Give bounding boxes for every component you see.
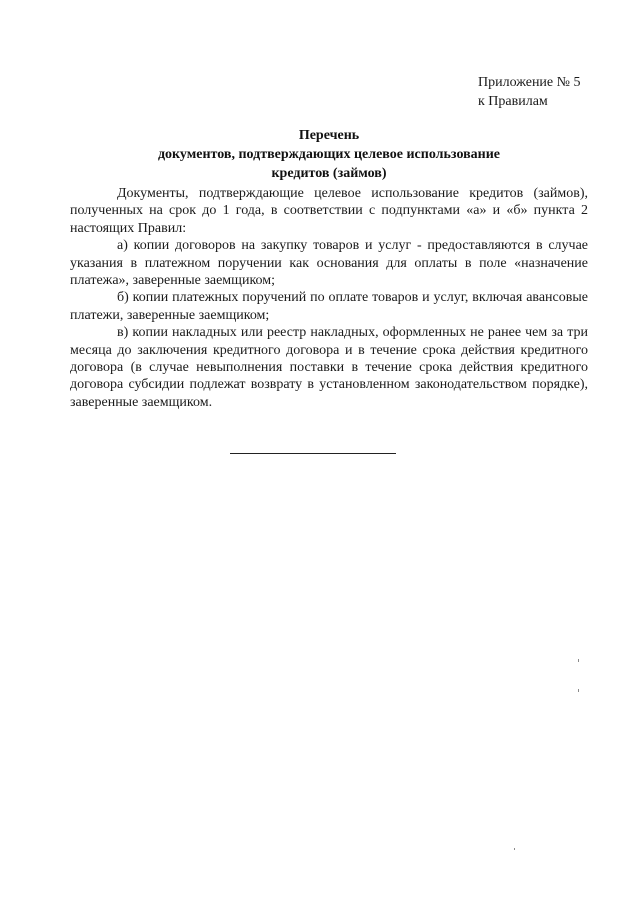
item-b-paragraph: б) копии платежных поручений по оплате товаров и услуг, включая авансовые платежи, заверенные заемщиком;	[70, 290, 588, 323]
intro-paragraph: Документы, подтверждающие целевое использование кредитов (займов), полученных на срок до 1 года, в соответствии с подпунктами «а» и «б» пункта 2 настоящих Правил:	[70, 186, 588, 236]
item-v-paragraph: в) копии накладных или реестр накладных, оформленных не ранее чем за три месяца до заключения кредитного договора и в течение срока действия кредитного договора (в случае невыполнения поставки в течение срока действия кредитного договора субсидии подлежат возврату в установленном законодательством порядке), заверенные заемщиком.	[70, 325, 588, 410]
appendix-rules-ref: к Правилам	[478, 94, 548, 109]
appendix-number: Приложение № 5	[478, 75, 581, 90]
scan-speck	[578, 689, 579, 692]
title-line-3: кредитов (займов)	[271, 166, 387, 181]
document-body	[70, 185, 588, 411]
scan-speck	[514, 848, 515, 850]
document-title	[70, 126, 588, 183]
appendix-reference	[478, 73, 581, 111]
scan-speck	[578, 659, 579, 662]
title-line-2: документов, подтверждающих целевое использование	[157, 147, 501, 162]
item-a-paragraph: а) копии договоров на закупку товаров и услуг - предоставляются в случае указания в платежном поручении как основания для оплаты в поле «назначение платежа», заверенные заемщиком;	[70, 238, 588, 289]
title-line-1: Перечень	[298, 128, 360, 143]
closing-rule-divider	[230, 453, 396, 454]
